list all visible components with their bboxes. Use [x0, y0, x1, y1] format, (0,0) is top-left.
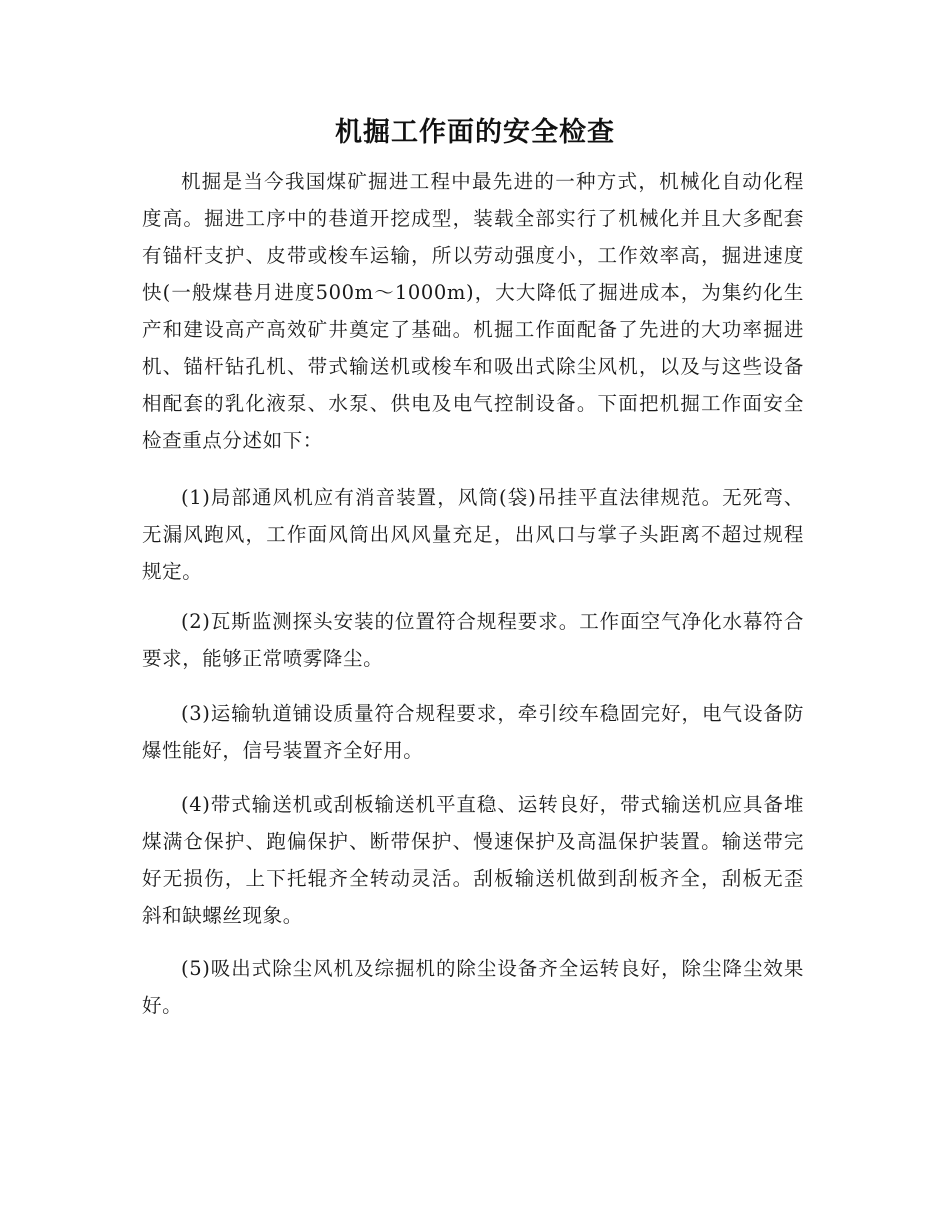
checklist-item-3: (3)运输轨道铺设质量符合规程要求，牵引绞车稳固完好，电气设备防爆性能好，信号装置齐全好用。: [142, 702, 804, 762]
checklist-item-1: (1)局部通风机应有消音装置，风筒(袋)吊挂平直法律规范。无死弯、无漏风跑风，工作面风筒出风风量充足，出风口与掌子头距离不超过规程规定。: [142, 486, 804, 583]
checklist-item-2: (2)瓦斯监测探头安装的位置符合规程要求。工作面空气净化水幕符合要求，能够正常喷雾降尘。: [142, 610, 804, 670]
intro-paragraph: 机掘是当今我国煤矿掘进工程中最先进的一种方式，机械化自动化程度高。掘进工序中的巷道开挖成型，装载全部实行了机械化并且大多配套有锚杆支护、皮带或梭车运输，所以劳动强度小，工作效率高，掘进速度快(一般煤巷月进度500m～1000m)，大大降低了掘进成本，为集约化生产和建设高产高效矿井奠定了基础。机掘工作面配备了先进的大功率掘进机、锚杆钻孔机、带式输送机或梭车和吸出式除尘风机，以及与这些设备相配套的乳化液泵、水泵、供电及电气控制设备。下面把机掘工作面安全检查重点分述如下：: [142, 170, 804, 452]
checklist-item-5: (5)吸出式除尘风机及综掘机的除尘设备齐全运转良好，除尘降尘效果好。: [142, 957, 804, 1017]
checklist-item-4: (4)带式输送机或刮板输送机平直稳、运转良好，带式输送机应具备堆煤满仓保护、跑偏保护、断带保护、慢速保护及高温保护装置。输送带完好无损伤，上下托辊齐全转动灵活。刮板输送机做到刮板齐全，刮板无歪斜和缺螺丝现象。: [142, 793, 804, 927]
document-title: 机掘工作面的安全检查: [335, 117, 615, 148]
